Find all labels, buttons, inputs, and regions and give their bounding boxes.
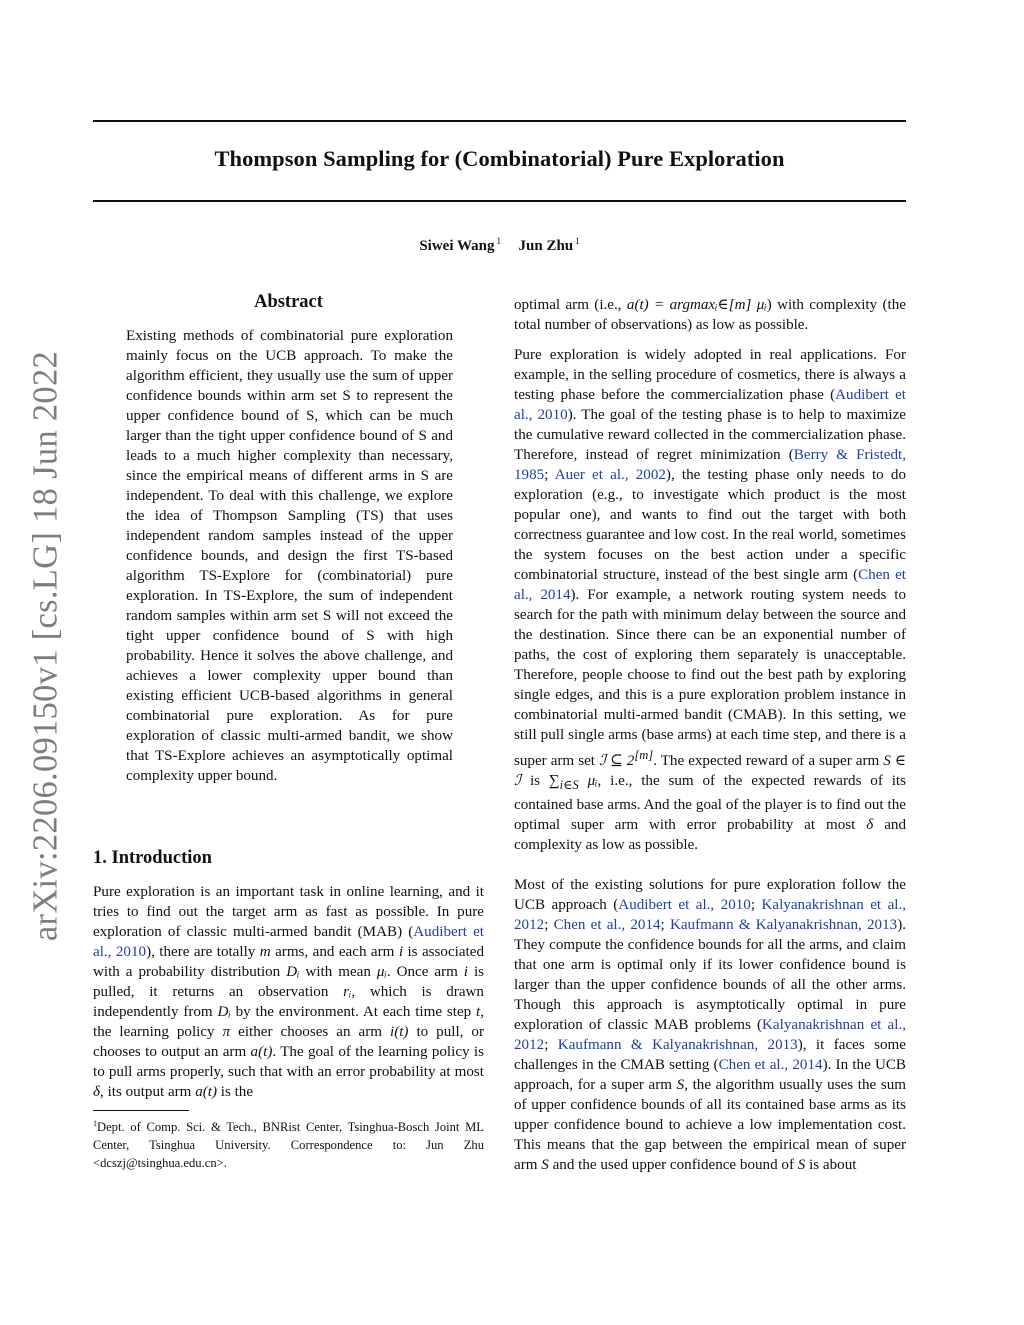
text-run: is associated with a probability distribution (93, 944, 485, 980)
citation-link[interactable]: Chen et al., 2014 (553, 917, 661, 933)
math-symbol: rᵢ (343, 984, 352, 1000)
text-run: , the algorithm usually uses the sum of upper confidence bounds of all its contained base arms as its upper confidence bound to achieve a low implementation cost. This means that the gap between the empirical mean of super arm (514, 1077, 906, 1173)
text-run: ), the testing phase only needs to do exploration (e.g., to investigate which product is the most popular one), and wants to find out the target with both correctness guarantee and low cost. In the real world, sometimes the system focuses on the best action under a specific combinatorial structure, instead of the best single arm ( (514, 467, 906, 583)
paragraph-text (514, 345, 906, 855)
math-symbol: a(t) (195, 1084, 217, 1100)
math-symbol: Dᵢ (217, 1004, 231, 1020)
text-run: Pure exploration is an important task in online learning, and it tries to find out the target arm as fast as possible. In pure exploration of classic multi-armed bandit (MAB) ( (93, 884, 484, 940)
text-run: is (521, 773, 549, 790)
text-run: ; (544, 1037, 558, 1053)
introduction-paragraph-3 (514, 875, 906, 1175)
text-run: ). In the UCB approach, for a super arm (514, 1057, 906, 1093)
math-symbol: δ (93, 1084, 101, 1100)
text-run: and the used upper confidence bound of (548, 1157, 798, 1173)
math-symbol: ᵢ∈[m] (715, 297, 752, 313)
text-run: is about (805, 1157, 857, 1173)
text-run: to pull, or chooses to output an arm (93, 1024, 484, 1060)
author-name: Jun Zhu (518, 238, 574, 254)
paragraph-text (514, 875, 906, 1175)
author-list (93, 236, 906, 255)
section-heading-introduction: 1. Introduction (93, 848, 212, 868)
text-run: is the (217, 1084, 254, 1100)
arxiv-stamp-text: arXiv:2206.09150v1 [cs.LG] 18 Jun 2022 (26, 350, 65, 942)
text-run: ). For example, a network routing system needs to search for the path with minimum delay between the source and the destination. Since there can be an exponential number of paths, the cost of exploring them separately is unacceptable. Therefore, people choose to find out the best path by exploring single edges, and this is a pure exploration problem instance in combinatorial multi-armed bandit (CMAB). In this setting, we still pull single arms (base arms) at each time step, and there is a super arm set (514, 587, 906, 770)
introduction-paragraph-1-continued (514, 295, 906, 335)
math-symbol: π (222, 1024, 231, 1040)
text-run: ). The goal of the testing phase is to help to maximize the cumulative reward collected in the commercialization phase. Therefore, instead of regret minimization ( (514, 407, 906, 463)
paragraph-text (514, 295, 906, 335)
author-affiliation-mark: 1 (575, 236, 580, 246)
text-run: and complexity as low as possible. (514, 817, 906, 854)
citation-link[interactable]: Audibert et al., 2010 (93, 924, 484, 960)
text-run: optimal arm (i.e., (514, 297, 627, 313)
math-symbol: S ∈ ℐ (514, 753, 906, 790)
math-symbol: i (398, 944, 404, 960)
citation-link[interactable]: Kaufmann & Kalyanakrishnan, 2013 (669, 917, 898, 933)
text-run: either chooses an arm (230, 1024, 390, 1040)
author-affiliation-mark: 1 (496, 236, 502, 246)
math-symbol: μᵢ (578, 773, 598, 790)
text-run: Most of the existing solutions for pure exploration follow the UCB approach ( (514, 877, 906, 913)
text-run: ) with complexity (the total number of observations) as low as possible. (514, 297, 906, 333)
text-run: ; (660, 917, 670, 933)
citation-link[interactable]: Audibert et al., 2010 (514, 387, 906, 423)
math-symbol: i∈S (559, 778, 579, 793)
citation-link[interactable]: Kalyanakrishnan et al., 2012 (514, 1017, 906, 1053)
math-symbol: a(t) = argmax (626, 297, 716, 313)
math-symbol: t (476, 1004, 481, 1020)
citation-link[interactable]: Chen et al., 2014 (514, 567, 906, 603)
text-run: ), there are totally (146, 944, 260, 960)
title-bottom-rule (93, 200, 906, 202)
math-symbol: μᵢ (751, 297, 767, 313)
math-symbol: μᵢ (376, 964, 387, 980)
text-run: ), it faces some challenges in the CMAB setting ( (514, 1037, 906, 1073)
abstract-text: Existing methods of combinatorial pure exploration mainly focus on the UCB approach. To make the algorithm efficient, they usually use the sum of upper confidence bounds within arm set S to represent the upper confidence bound of S, which can be much larger than the tight upper confidence bound of S and leads to a much higher complexity than necessary, since the empirical means of different arms in S are independent. To deal with this challenge, we explore the idea of Thompson Sampling (TS) that uses independent random samples instead of the upper confidence bounds, and design the first TS-based algorithm TS-Explore for (combinatorial) pure exploration. In TS-Explore, the sum of independent random samples within arm set S will not exceed the tight upper confidence bound of S with high probability. Hence it solves the above challenge, and achieves a lower complexity upper bound than existing efficient UCB-based algorithms in general combinatorial pure exploration. As for pure exploration of classic multi-armed bandit, we show that TS-Explore achieves an asymptotically optimal complexity upper bound. (126, 328, 453, 784)
math-symbol: S (797, 1157, 806, 1173)
text-run: is pulled, it returns an observation (93, 964, 485, 1000)
text-run: , its output arm (100, 1084, 196, 1100)
math-symbol: [m] (634, 748, 654, 762)
paper-title: Thompson Sampling for (Combinatorial) Pure Exploration (214, 146, 785, 171)
abstract-body (126, 326, 453, 786)
introduction-paragraph-1 (93, 882, 484, 1102)
text-run: ∑ (548, 773, 560, 790)
math-symbol: m (259, 944, 271, 960)
citation-link[interactable]: Kaufmann & Kalyanakrishnan, 2013 (557, 1037, 798, 1053)
text-run: arms, and each arm (270, 944, 399, 960)
math-symbol: δ (866, 817, 874, 834)
text-run: . The goal of the learning policy is to pull arms properly, such that with an error probability at most (93, 1044, 484, 1080)
math-symbol: i (463, 964, 468, 980)
text-run: . Once arm (386, 964, 464, 980)
author-name: Siwei Wang (419, 238, 495, 254)
footnote (93, 1115, 484, 1172)
top-rule (93, 120, 906, 122)
text-run: Pure exploration is widely adopted in real applications. For example, in the selling procedure of cosmetics, there is always a testing phase before the commercialization phase ( (514, 347, 906, 403)
abstract-heading: Abstract (254, 292, 323, 312)
text-run: ; (750, 897, 762, 913)
citation-link[interactable]: Kalyanakrishnan et al., 2012 (514, 897, 907, 933)
text-run: ). They compute the confidence bounds for all the arms, and claim that one arm is optimal only if its lower confidence bound is larger than the upper confidence bounds of all the other arms. Though this approach is asymptotically optimal in pure exploration of classic MAB problems ( (514, 917, 907, 1033)
text-run: , which is drawn independently from (93, 984, 484, 1020)
introduction-paragraph-2 (514, 345, 906, 855)
paragraph-text (93, 882, 484, 1102)
citation-link[interactable]: Chen et al., 2014 (718, 1057, 823, 1073)
citation-link[interactable]: Audibert et al., 2010 (618, 897, 751, 913)
math-symbol: ℐ ⊆ 2 (598, 753, 635, 770)
math-symbol: a(t) (250, 1044, 273, 1060)
text-run: , i.e., the sum of the expected rewards of its contained base arms. And the goal of the player is to find out the optimal super arm with error probability at most (514, 773, 906, 834)
math-symbol: S (541, 1157, 549, 1173)
footnote-mark: 1 (93, 1119, 97, 1128)
footnote-text: Dept. of Comp. Sci. & Tech., BNRist Center, Tsinghua-Bosch Joint ML Center, Tsinghua University. Correspondence to: Jun Zhu <dcszj@tsinghua.edu.cn>. (93, 1120, 484, 1171)
footnote-rule (93, 1110, 189, 1111)
math-symbol: S (676, 1077, 685, 1093)
math-symbol: Dᵢ (286, 964, 300, 980)
text-run: ; (544, 467, 555, 483)
math-symbol: i(t) (390, 1024, 409, 1040)
text-run: with mean (299, 964, 377, 980)
text-run: by the environment. At each time step (230, 1004, 477, 1020)
citation-link[interactable]: Berry & Fristedt, 1985 (514, 447, 906, 483)
text-run: ; (544, 917, 554, 933)
citation-link[interactable]: Auer et al., 2002 (554, 467, 666, 483)
text-run: . The expected reward of a super arm (653, 753, 884, 770)
text-run: , the learning policy (93, 1004, 484, 1040)
